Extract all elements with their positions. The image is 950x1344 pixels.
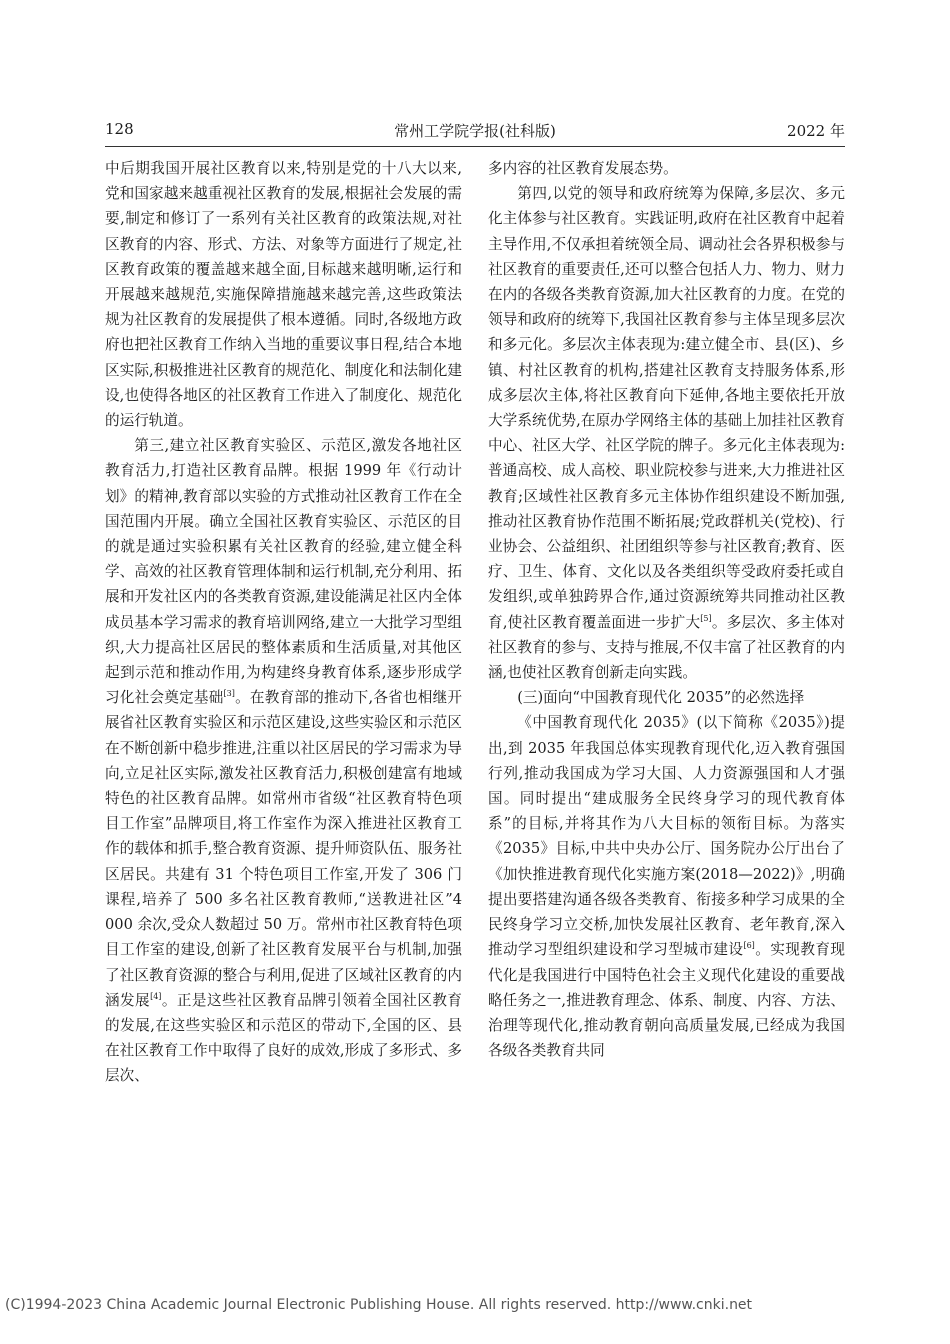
left-column [105, 156, 462, 1089]
paragraph-text: 。正是这些社区教育品牌引领着全国社区教育的发展,在这些实验区和示范区的带动下,全国的区、县在社区教育工作中取得了良好的成效,形成了多形式、多层次、 [105, 991, 462, 1085]
publication-year: 2022 年 [787, 122, 845, 140]
citation-ref[interactable]: [4] [150, 991, 162, 1001]
paragraph [488, 181, 845, 685]
paragraph-text: 。多层次、多主体对社区教育的参与、支持与推展,不仅丰富了社区教育的内涵,也使社区教育创新走向实践。 [488, 613, 845, 682]
paragraph-text: 。实现教育现代化是我国进行中国特色社会主义现代化建设的重要战略任务之一,推进教育理念、体系、制度、内容、方法、治理等现代化,推动教育朝向高质量发展,已经成为我国各级各类教育共同 [488, 941, 845, 1060]
citation-ref[interactable]: [6] [743, 941, 755, 951]
paragraph [488, 710, 845, 1063]
paragraph: 多内容的社区教育发展态势。 [488, 160, 678, 177]
page-number: 128 [105, 120, 134, 138]
running-header [105, 118, 845, 144]
section-heading: (三)面向“中国教育现代化 2035”的必然选择 [517, 689, 805, 707]
header-rule [105, 146, 845, 147]
citation-ref[interactable]: [5] [700, 613, 712, 623]
journal-title: 常州工学院学报(社科版) [394, 122, 556, 140]
paragraph [105, 433, 462, 1088]
paragraph-text: 第四,以党的领导和政府统筹为保障,多层次、多元化主体参与社区教育。实践证明,政府在社区教育中起着主导作用,不仅承担着统领全局、调动社会各界积极参与社区教育的重要责任,还可以整合包括人力、物力、财力在内的各级各类教育资源,加大社区教育的力度。在党的领导和政府的统筹下,我国社区教育参与主体呈现多层次和多元化。多层次主体表现为:建立健全市、县(区)、乡镇、村社区教育的机构,搭建社区教育支持服务体系,形成多层次主体,将社区教育向下延伸,各地主要依托开放大学系统优势,在原办学网络主体的基础上加挂社区教育中心、社区大学、社区学院的牌子。多元化主体表现为:普通高校、成人高校、职业院校参与进来,大力推进社区教育;区域性社区教育多元主体协作组织建设不断加强,推动社区教育协作范围不断拓展;党政群机关(党校)、行业协会、公益组织、社团组织等参与社区教育;教育、医疗、卫生、体育、文化以及各类组织等受政府委托或自发组织,或单独跨界合作,通过资源统筹共同推动社区教育,使社区教育覆盖面进一步扩大 [488, 185, 845, 631]
paragraph-text: 《中国教育现代化 2035》(以下简称《2035》)提出,到 2035 年我国总体实现教育现代化,迈入教育强国行列,推动我国成为学习大国、人力资源强国和人才强国。同时提出“建成服务全民终身学习的现代教育体系”的目标,并将其作为八大目标的领衔目标。为落实《2035》目标,中共中央办公厅、国务院办公厅出台了《加快推进教育现代化实施方案(2018—2022)》,明确提出要搭建沟通各级各类教育、衔接多种学习成果的全民终身学习立交桥,加快发展社区教育、老年教育,深入推动学习型组织建设和学习型城市建设 [488, 714, 845, 959]
paragraph-text: 。在教育部的推动下,各省也相继开展省社区教育实验区和示范区建设,这些实验区和示范区在不断创新中稳步推进,注重以社区居民的学习需求为导向,立足社区实际,激发社区教育活力,积极创建富有地域特色的社区教育品牌。如常州市省级“社区教育特色项目工作室”品牌项目,将工作室作为深入推进社区教育工作的载体和抓手,整合教育资源、提升师资队伍、服务社区居民。共建有 31 个特色项目工作室,开发了 306 门课程,培养了 500 多名社区教育教师,“送教进社区”4 000 余次,受众人数超过 50 万。常州市社区教育特色项目工作室的建设,创新了社区教育发展平台与机制,加强了社区教育资源的整合与利用,促进了区域社区教育的内涵发展 [105, 689, 462, 1009]
paragraph-text: 第三,建立社区教育实验区、示范区,激发各地社区教育活力,打造社区教育品牌。根据 1999 年《行动计划》的精神,教育部以实验的方式推动社区教育工作在全国范围内开展。确立全国社区教育实验区、示范区的目的就是通过实验积累有关社区教育的经验,建立健全科学、高效的社区教育管理体制和运行机制,充分利用、拓展和开发社区内的各类教育资源,建设能满足社区内全体成员基本学习需求的教育培训网络,建立一大批学习型组织,大力提高社区居民的整体素质和生活质量,对其他区起到示范和推动作用,为构建终身教育体系,逐步形成学习化社会奠定基础 [105, 437, 462, 707]
paragraph: 中后期我国开展社区教育以来,特别是党的十八大以来,党和国家越来越重视社区教育的发展,根据社会发展的需要,制定和修订了一系列有关社区教育的政策法规,对社区教育的内容、形式、方法、对象等方面进行了规定,社区教育政策的覆盖越来越全面,目标越来越明晰,运行和开展越来越规范,实施保障措施越来越完善,这些政策法规为社区教育的发展提供了根本遵循。同时,各级地方政府也把社区教育工作纳入当地的重要议事日程,结合本地区实际,积极推进社区教育的规范化、制度化和法制化建设,也使得各地区的社区教育工作进入了制度化、规范化的运行轨道。 [105, 160, 462, 430]
citation-ref[interactable]: [3] [223, 689, 235, 699]
right-column [488, 156, 845, 1063]
copyright-footer: (C)1994-2023 China Academic Journal Electronic Publishing House. All rights reserved. http://www.cnki.net [5, 1297, 753, 1313]
